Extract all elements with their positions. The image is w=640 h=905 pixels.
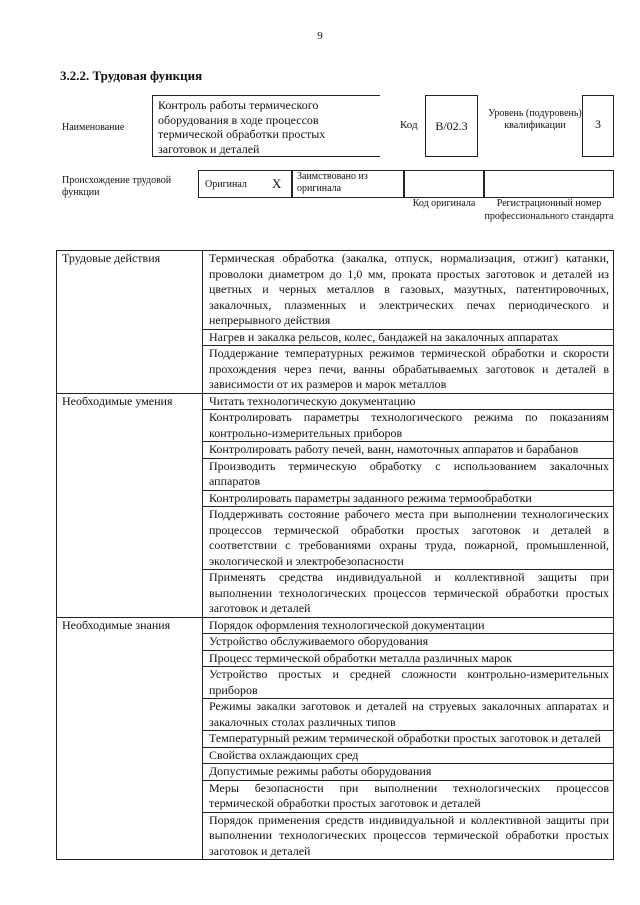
category-cell <box>57 780 203 812</box>
requirement-item: Термическая обработка (закалка, отпуск, нормализация, отжиг) катанки, проволоки диаметром до 1,0 мм, проката простых заготовок и деталей из цветных и черных металлов в газовых, мазутных, патентировочных, закалочных, плазменных и электрических печах периодического и непрерывного действия <box>203 251 614 330</box>
requirement-item: Применять средства индивидуальной и коллективной защиты при выполнении технологических процессов термической обработки простых заготовок и деталей <box>203 570 614 618</box>
requirement-item: Контролировать работу печей, ванн, намоточных аппаратов и барабанов <box>203 442 614 459</box>
requirement-item: Контролировать параметры технологического режима по показаниям контрольно-измерительных приборов <box>203 410 614 442</box>
requirement-item: Нагрев и закалка рельсов, колес, бандажей на закалочных аппаратах <box>203 329 614 346</box>
category-cell <box>57 650 203 667</box>
category-cell <box>57 634 203 651</box>
requirement-item: Температурный режим термической обработки простых заготовок и деталей <box>203 731 614 748</box>
requirement-item: Поддержание температурных режимов термической обработки и скорости прохождения через печи, ванны обрабатываемых заготовок и деталей в зависимости от их размеров и марок металлов <box>203 346 614 394</box>
requirement-item: Процесс термической обработки металла различных марок <box>203 650 614 667</box>
table-row <box>57 458 614 490</box>
requirement-item: Устройство обслуживаемого оборудования <box>203 634 614 651</box>
origin-label: Происхождение трудовой функции <box>62 175 172 198</box>
table-row <box>57 699 614 731</box>
requirement-item: Устройство простых и средней сложности контрольно-измерительных приборов <box>203 667 614 699</box>
category-label: Необходимые умения <box>57 393 203 410</box>
table-row <box>57 667 614 699</box>
table-row <box>57 764 614 781</box>
table-row <box>57 442 614 459</box>
category-cell <box>57 458 203 490</box>
category-cell <box>57 764 203 781</box>
table-row <box>57 410 614 442</box>
table-row <box>57 812 614 860</box>
registration-number-cell <box>484 170 614 198</box>
requirement-item: Порядок оформления технологической документации <box>203 617 614 634</box>
level-label: Уровень (подуровень) квалификации <box>488 108 582 131</box>
table-row <box>57 780 614 812</box>
requirement-item: Читать технологическую документацию <box>203 393 614 410</box>
function-name: Контроль работы термического оборудования в ходе процессов термической обработки простых заготовок и деталей <box>158 98 326 156</box>
table-row <box>57 346 614 394</box>
name-label: Наименование <box>62 122 125 133</box>
table-row <box>57 617 614 634</box>
code-value: В/02.3 <box>435 119 468 133</box>
requirement-item: Контролировать параметры заданного режима термообработки <box>203 490 614 507</box>
original-label: Оригинал <box>205 179 247 190</box>
borrowed-label: Заимствовано из оригинала <box>297 171 368 194</box>
table-row <box>57 507 614 570</box>
category-label: Необходимые знания <box>57 617 203 634</box>
category-cell <box>57 442 203 459</box>
requirement-item: Поддерживать состояние рабочего места при выполнении технологических процессов термической обработки простых заготовок и деталей в соответствии с требованиями охраны труда, пожарной, промышленной, экологической и электробезопасности <box>203 507 614 570</box>
table-row <box>57 251 614 330</box>
category-cell <box>57 410 203 442</box>
category-cell <box>57 570 203 618</box>
category-cell <box>57 812 203 860</box>
original-mark: Х <box>272 176 282 191</box>
table-row <box>57 393 614 410</box>
table-row <box>57 650 614 667</box>
requirement-item: Допустимые режимы работы оборудования <box>203 764 614 781</box>
code-label: Код <box>400 119 418 131</box>
requirement-item: Свойства охлаждающих сред <box>203 747 614 764</box>
requirement-item: Порядок применения средств индивидуальной и коллективной защиты при выполнении технологических процессов термической обработки простых заготовок и деталей <box>203 812 614 860</box>
category-cell <box>57 490 203 507</box>
category-cell <box>57 346 203 394</box>
table-row <box>57 731 614 748</box>
category-cell <box>57 747 203 764</box>
category-cell <box>57 667 203 699</box>
function-table <box>56 250 614 860</box>
requirement-item: Режимы закалки заготовок и деталей на струевых закалочных аппаратах и закалочных столах различных типов <box>203 699 614 731</box>
category-cell <box>57 731 203 748</box>
category-cell <box>57 329 203 346</box>
registration-number-caption: Регистрационный номер профессионального стандарта <box>484 198 614 222</box>
level-value: 3 <box>595 117 601 131</box>
table-row <box>57 747 614 764</box>
section-title: 3.2.2. Трудовая функция <box>60 68 203 83</box>
code-original-caption: Код оригинала <box>412 198 476 209</box>
category-cell <box>57 699 203 731</box>
category-label: Трудовые действия <box>57 251 203 330</box>
requirement-item: Производить термическую обработку с использованием закалочных аппаратов <box>203 458 614 490</box>
requirement-item: Меры безопасности при выполнении технологических процессов термической обработки простых заготовок и деталей <box>203 780 614 812</box>
table-row <box>57 329 614 346</box>
table-row <box>57 570 614 618</box>
page-number: 9 <box>317 30 323 42</box>
category-cell <box>57 507 203 570</box>
code-original-cell <box>404 170 484 198</box>
table-row <box>57 634 614 651</box>
table-row <box>57 490 614 507</box>
